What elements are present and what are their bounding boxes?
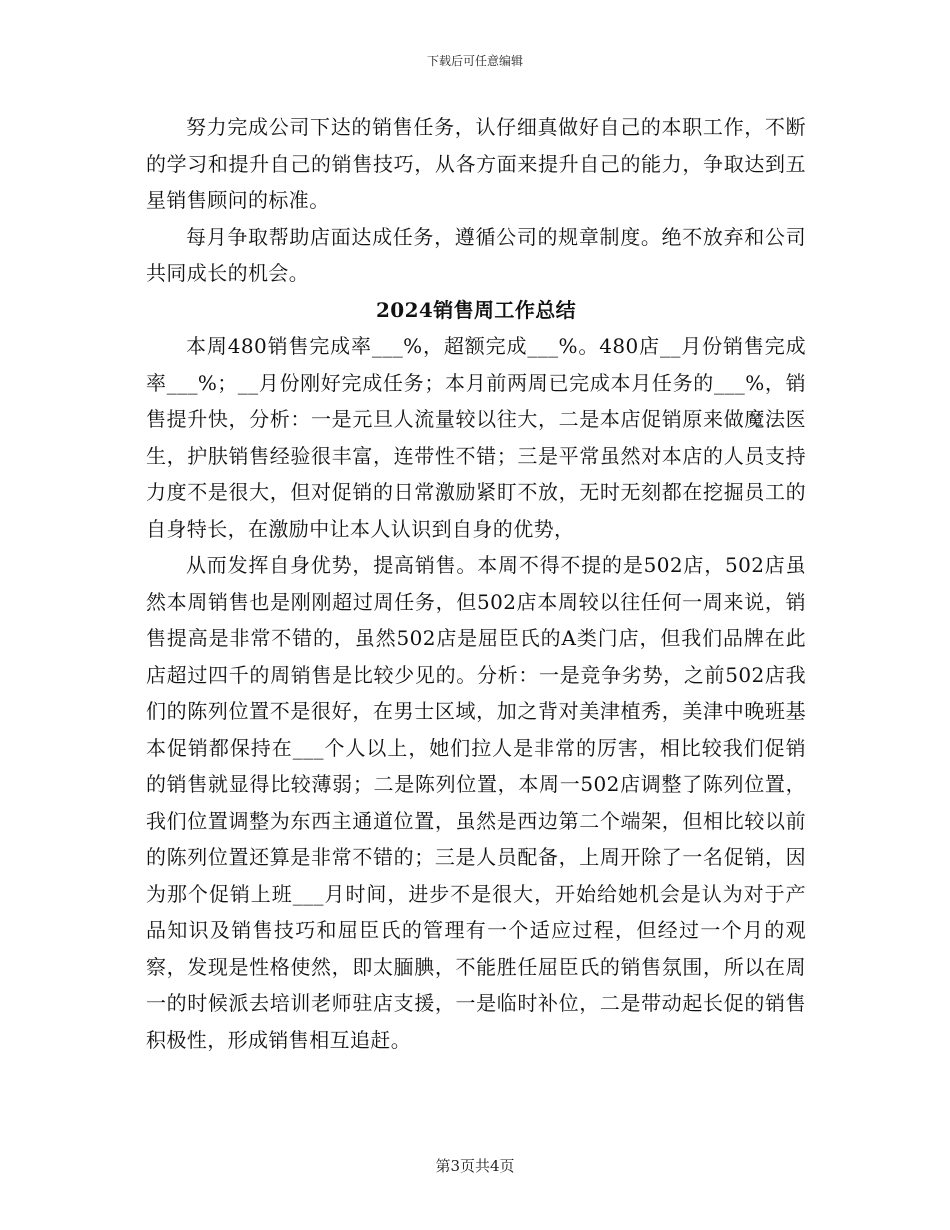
- page-header: 下载后可任意编辑: [426, 54, 523, 68]
- section-title: 2024销售周工作总结: [375, 297, 577, 322]
- page-footer: 第3页共4页: [435, 1157, 515, 1175]
- paragraph: 每月争取帮助店面达成任务，遵循公司的规章制度。绝不放弃和公司共同成长的机会。: [146, 224, 806, 285]
- paragraph: 努力完成公司下达的销售任务，认仔细真做好自己的本职工作，不断的学习和提升自己的销售技巧，从各方面来提升自己的能力，争取达到五星销售顾问的标准。: [146, 115, 806, 212]
- paragraph: 本周480销售完成率___%，超额完成___%。480店__月份销售完成率___%；__月份刚好完成任务；本月前两周已完成本月任务的___%，销售提升快，分析：一是元旦人流量较以往大，二是本店促销原来做魔法医生，护肤销售经验很丰富，连带性不错；三是平常虽然对本店的人员支持力度不是很大，但对促销的日常激励紧盯不放，无时无刻都在挖掘员工的自身特长，在激励中让本人认识到自身的优势，: [146, 334, 806, 541]
- paragraph: 从而发挥自身优势，提高销售。本周不得不提的是502店，502店虽然本周销售也是刚刚超过周任务，但502店本周较以往任何一周来说，销售提高是非常不错的，虽然502店是屈臣氏的A类门店，但我们品牌在此店超过四千的周销售是比较少见的。分析：一是竞争劣势，之前502店我们的陈列位置不是很好，在男士区域，加之背对美津植秀，美津中晚班基本促销都保持在___个人以上，她们拉人是非常的厉害，相比较我们促销的销售就显得比较薄弱；二是陈列位置，本周一502店调整了陈列位置，我们位置调整为东西主通道位置，虽然是西边第二个端架，但相比较以前的陈列位置还算是非常不错的；三是人员配备，上周开除了一名促销，因为那个促销上班___月时间，进步不是很大，开始给她机会是认为对于产品知识及销售技巧和屈臣氏的管理有一个适应过程，但经过一个月的观察，发现是性格使然，即太腼腆，不能胜任屈臣氏的销售氛围，所以在周一的时候派去培训老师驻店支援，一是临时补位，二是带动起长促的销售积极性，形成销售相互追赶。: [146, 553, 806, 1052]
- document-body: [146, 109, 806, 1058]
